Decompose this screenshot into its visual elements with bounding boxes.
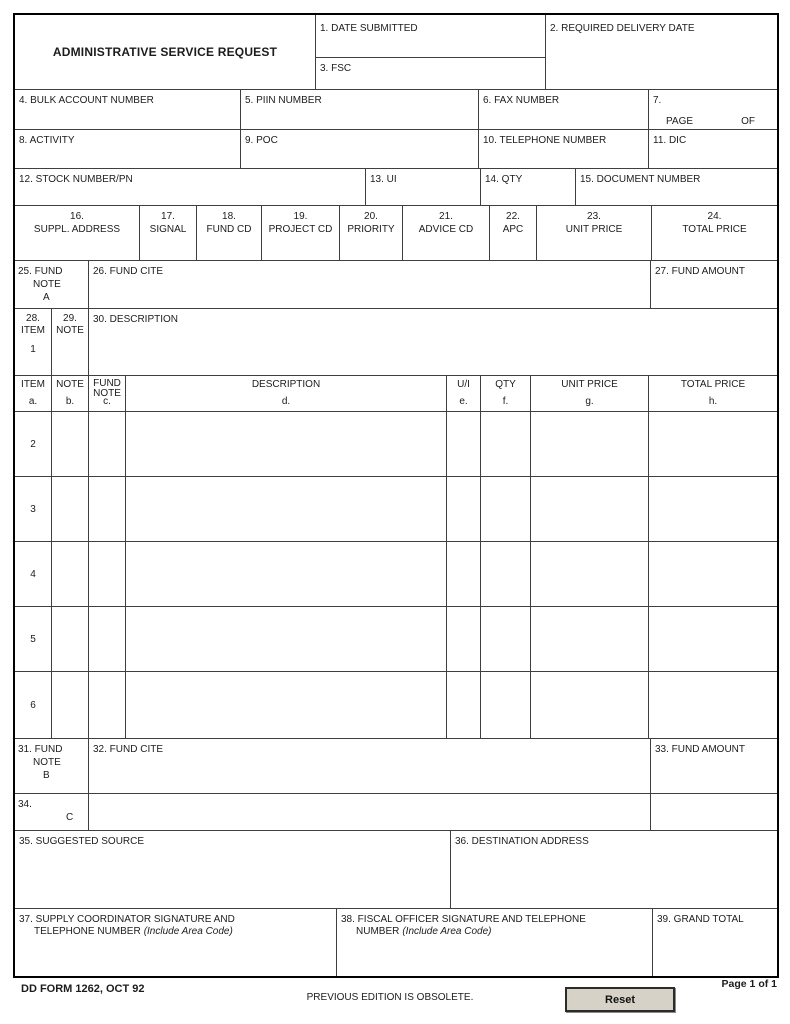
- col-description-top: DESCRIPTION: [251, 379, 321, 390]
- field-document-number[interactable]: [576, 169, 777, 205]
- field-page-of[interactable]: [649, 90, 777, 129]
- total-price-col[interactable]: [649, 542, 777, 606]
- field-fund-cd[interactable]: [197, 206, 262, 260]
- supply-coordinator-line1: 37. SUPPLY COORDINATOR SIGNATURE AND: [19, 914, 235, 925]
- supply-include-area-code: (Include Area Code): [143, 926, 233, 937]
- item-1-num: 28.: [26, 313, 40, 324]
- total-price-label: TOTAL PRICE: [682, 224, 747, 235]
- fund-note-col[interactable]: [89, 542, 126, 606]
- item-row: [15, 542, 777, 607]
- fund-cd-num: 18.: [222, 211, 236, 222]
- fax-label: 6. FAX NUMBER: [483, 95, 560, 106]
- page-of-line: [649, 107, 777, 127]
- field-date-submitted[interactable]: [316, 15, 545, 58]
- suppl-address-label: SUPPL. ADDRESS: [33, 224, 121, 235]
- fund-note-b-line2: NOTE: [33, 757, 61, 768]
- form-title: ADMINISTRATIVE SERVICE REQUEST: [52, 45, 278, 59]
- fund-cite-b-label: 32. FUND CITE: [93, 744, 164, 755]
- col-header-total-price: [649, 376, 777, 411]
- field-poc[interactable]: [241, 130, 479, 168]
- item-row: [15, 607, 777, 672]
- row-16-24: [15, 206, 777, 261]
- unit-price-col[interactable]: [531, 607, 649, 671]
- field-required-delivery-date[interactable]: [546, 15, 777, 89]
- fsc-label: 3. FSC: [320, 63, 352, 74]
- fund-note-b-line1: 31. FUND: [18, 744, 63, 755]
- col-qty-bot: f.: [502, 396, 509, 407]
- description-col[interactable]: [126, 412, 447, 476]
- piin-label: 5. PIIN NUMBER: [245, 95, 322, 106]
- ui-col[interactable]: [447, 607, 481, 671]
- field-fund-cite-c[interactable]: [89, 794, 651, 830]
- fund-note-b-cell: [15, 739, 89, 793]
- row-31-33: [15, 739, 777, 794]
- fund-note-a-line1: 25. FUND: [18, 266, 63, 277]
- col-header-note: [52, 376, 89, 411]
- field-qty[interactable]: [481, 169, 576, 205]
- priority-num: 20.: [364, 211, 378, 222]
- previous-edition-note: PREVIOUS EDITION IS OBSOLETE.: [306, 992, 474, 1003]
- note-col[interactable]: [52, 542, 89, 606]
- bulk-account-label: 4. BULK ACCOUNT NUMBER: [19, 95, 154, 106]
- item7-label: 7.: [653, 95, 662, 106]
- advice-cd-label: ADVICE CD: [418, 224, 474, 235]
- field-supply-coordinator-signature[interactable]: [15, 909, 337, 976]
- col-note-top: NOTE: [56, 379, 84, 390]
- field-bulk-account-number[interactable]: [15, 90, 241, 129]
- col-header-item: [15, 376, 52, 411]
- ui-label: 13. UI: [370, 174, 397, 185]
- row-34: [15, 794, 777, 831]
- item-number: 2: [30, 438, 36, 450]
- item-col[interactable]: [15, 607, 52, 671]
- col-header-unit-price: [531, 376, 649, 411]
- fund-note-a-line3: A: [43, 292, 50, 303]
- row-8-11: [15, 130, 777, 169]
- qty-label: 14. QTY: [485, 174, 523, 185]
- form-title-cell: [15, 15, 316, 89]
- field-suggested-source[interactable]: [15, 831, 451, 908]
- form-id: DD FORM 1262, OCT 92: [21, 983, 145, 995]
- col-fund-note-top: FUND: [93, 378, 121, 389]
- field-dic[interactable]: [649, 130, 777, 168]
- fund-note-col[interactable]: [89, 477, 126, 541]
- stock-number-label: 12. STOCK NUMBER/PN: [19, 174, 133, 185]
- description-1-label: 30. DESCRIPTION: [93, 314, 179, 325]
- col-header-qty: [481, 376, 531, 411]
- col-fund-note-mid: NOTE: [93, 388, 121, 399]
- apc-label: APC: [502, 224, 524, 235]
- reset-button[interactable]: Reset: [565, 987, 675, 1012]
- suggested-source-label: 35. SUGGESTED SOURCE: [19, 836, 145, 847]
- col-header-description: [126, 376, 447, 411]
- date-submitted-label: 1. DATE SUBMITTED: [320, 23, 418, 34]
- activity-label: 8. ACTIVITY: [19, 135, 75, 146]
- field-signal[interactable]: [140, 206, 197, 260]
- field-activity[interactable]: [15, 130, 241, 168]
- total-price-col[interactable]: [649, 672, 777, 738]
- field-fund-amount-b[interactable]: [651, 739, 777, 793]
- ui-col[interactable]: [447, 477, 481, 541]
- col-item-top: ITEM: [21, 379, 45, 390]
- item-number: 4: [30, 568, 36, 580]
- header-row: [15, 15, 777, 90]
- qty-col[interactable]: [481, 477, 531, 541]
- fund-note-b-line3: B: [43, 770, 50, 781]
- unit-price-col[interactable]: [531, 672, 649, 738]
- signal-num: 17.: [161, 211, 175, 222]
- supply-coordinator-label: [15, 909, 336, 938]
- ui-col[interactable]: [447, 542, 481, 606]
- note-col[interactable]: [52, 672, 89, 738]
- fund-note-col[interactable]: [89, 412, 126, 476]
- field-apc[interactable]: [490, 206, 537, 260]
- row-4-7: [15, 90, 777, 130]
- page-indicator: Page 1 of 1: [721, 978, 777, 990]
- col-fund-note-bot: c.: [103, 396, 111, 407]
- note-col[interactable]: [52, 477, 89, 541]
- row-35-36: [15, 831, 777, 909]
- item-1-cell: [15, 309, 52, 375]
- poc-label: 9. POC: [245, 135, 278, 146]
- telephone-label: 10. TELEPHONE NUMBER: [483, 135, 607, 146]
- field-fsc[interactable]: [316, 58, 545, 75]
- fund-note-c-cell: [15, 794, 89, 830]
- item-col[interactable]: [15, 542, 52, 606]
- item-row: [15, 477, 777, 542]
- document-number-label: 15. DOCUMENT NUMBER: [580, 174, 701, 185]
- total-price-col[interactable]: [649, 607, 777, 671]
- fund-note-c-num: 34.: [18, 799, 32, 810]
- field-fax-number[interactable]: [479, 90, 649, 129]
- description-col[interactable]: [126, 542, 447, 606]
- field-advice-cd[interactable]: [403, 206, 490, 260]
- col-total-price-bot: h.: [708, 396, 718, 407]
- qty-col[interactable]: [481, 607, 531, 671]
- unit-price-label: UNIT PRICE: [565, 224, 623, 235]
- fund-amount-a-label: 27. FUND AMOUNT: [655, 266, 746, 277]
- field-telephone-number[interactable]: [479, 130, 649, 168]
- total-price-num: 24.: [707, 211, 722, 222]
- apc-num: 22.: [506, 211, 520, 222]
- col-item-bot: a.: [28, 396, 38, 407]
- field-ui[interactable]: [366, 169, 481, 205]
- signal-label: SIGNAL: [149, 224, 187, 235]
- item-number: 5: [30, 633, 36, 645]
- field-stock-number[interactable]: [15, 169, 366, 205]
- fiscal-officer-label: [337, 909, 652, 938]
- field-fiscal-officer-signature[interactable]: [337, 909, 653, 976]
- qty-col[interactable]: [481, 412, 531, 476]
- row-28-30: [15, 309, 777, 376]
- unit-price-col[interactable]: [531, 542, 649, 606]
- col-unit-price-bot: g.: [585, 396, 594, 407]
- priority-label: PRIORITY: [347, 224, 395, 235]
- field-total-price[interactable]: [652, 206, 777, 260]
- fund-note-a-line2: NOTE: [33, 279, 61, 290]
- fiscal-include-area-code: (Include Area Code): [402, 926, 492, 937]
- col-total-price-top: TOTAL PRICE: [680, 379, 746, 390]
- qty-col[interactable]: [481, 672, 531, 738]
- row-12-15: [15, 169, 777, 206]
- field-piin-number[interactable]: [241, 90, 479, 129]
- col-note-bot: b.: [65, 396, 75, 407]
- required-delivery-date-label: 2. REQUIRED DELIVERY DATE: [550, 23, 695, 34]
- fund-cd-label: FUND CD: [206, 224, 252, 235]
- note-col[interactable]: [52, 607, 89, 671]
- description-col[interactable]: [126, 477, 447, 541]
- note-col[interactable]: [52, 412, 89, 476]
- fund-cite-a-label: 26. FUND CITE: [93, 266, 164, 277]
- suppl-address-num: 16.: [70, 211, 84, 222]
- fiscal-officer-line1: 38. FISCAL OFFICER SIGNATURE AND TELEPHONE: [341, 914, 586, 925]
- unit-price-col[interactable]: [531, 412, 649, 476]
- fund-note-col[interactable]: [89, 607, 126, 671]
- total-price-col[interactable]: [649, 412, 777, 476]
- field-project-cd[interactable]: [262, 206, 340, 260]
- field-destination-address[interactable]: [451, 831, 777, 908]
- item-number: 6: [30, 699, 36, 711]
- fund-amount-b-label: 33. FUND AMOUNT: [655, 744, 746, 755]
- total-price-col[interactable]: [649, 477, 777, 541]
- field-priority[interactable]: [340, 206, 403, 260]
- dd-form-1262: [13, 13, 779, 978]
- dic-label: 11. DIC: [653, 135, 687, 146]
- item-row: [15, 672, 777, 739]
- col-qty-top: QTY: [495, 379, 516, 390]
- field-fund-cite-b[interactable]: [89, 739, 651, 793]
- col-ui-bot: e.: [459, 396, 468, 407]
- items-table-header: [15, 376, 777, 412]
- col-header-ui: [447, 376, 481, 411]
- project-cd-num: 19.: [293, 211, 308, 222]
- item-col[interactable]: [15, 477, 52, 541]
- field-fund-amount-a[interactable]: [651, 261, 777, 308]
- item-col[interactable]: [15, 672, 52, 738]
- row-37-39: [15, 909, 777, 976]
- row-25-27: [15, 261, 777, 309]
- description-col[interactable]: [126, 672, 447, 738]
- fund-note-col[interactable]: [89, 672, 126, 738]
- ui-col[interactable]: [447, 672, 481, 738]
- unit-price-num: 23.: [587, 211, 601, 222]
- fund-note-c-letter: C: [66, 812, 74, 823]
- description-col[interactable]: [126, 607, 447, 671]
- item-row: [15, 412, 777, 477]
- page-label: PAGE: [666, 116, 694, 127]
- field-description-1[interactable]: [89, 309, 777, 375]
- supply-coordinator-line2: TELEPHONE NUMBER (Include Area Code): [34, 926, 233, 937]
- col-header-fund-note: [89, 376, 126, 411]
- note-1-num: 29.: [63, 313, 77, 324]
- grand-total-label: 39. GRAND TOTAL: [657, 914, 744, 925]
- project-cd-label: PROJECT CD: [268, 224, 333, 235]
- date-fsc-stack: [316, 15, 546, 89]
- unit-price-col[interactable]: [531, 477, 649, 541]
- ui-col[interactable]: [447, 412, 481, 476]
- destination-address-label: 36. DESTINATION ADDRESS: [455, 836, 589, 847]
- advice-cd-num: 21.: [439, 211, 453, 222]
- field-grand-total[interactable]: [653, 909, 777, 976]
- qty-col[interactable]: [481, 542, 531, 606]
- note-1-cell[interactable]: [52, 309, 89, 375]
- note-1-word: NOTE: [56, 325, 84, 336]
- col-ui-top: U/I: [457, 379, 470, 390]
- field-suppl-address[interactable]: [15, 206, 140, 260]
- fiscal-officer-line2: NUMBER (Include Area Code): [356, 926, 492, 937]
- col-unit-price-top: UNIT PRICE: [561, 379, 618, 390]
- item-number: 3: [30, 503, 36, 515]
- col-description-bot: d.: [281, 396, 291, 407]
- field-unit-price[interactable]: [537, 206, 652, 260]
- field-fund-cite-a[interactable]: [89, 261, 651, 308]
- fund-note-a-cell: [15, 261, 89, 308]
- item-1-index: 1: [30, 344, 36, 355]
- of-label: OF: [741, 116, 755, 127]
- item-1-word: ITEM: [21, 325, 45, 336]
- field-fund-amount-c[interactable]: [651, 794, 777, 830]
- item-col[interactable]: [15, 412, 52, 476]
